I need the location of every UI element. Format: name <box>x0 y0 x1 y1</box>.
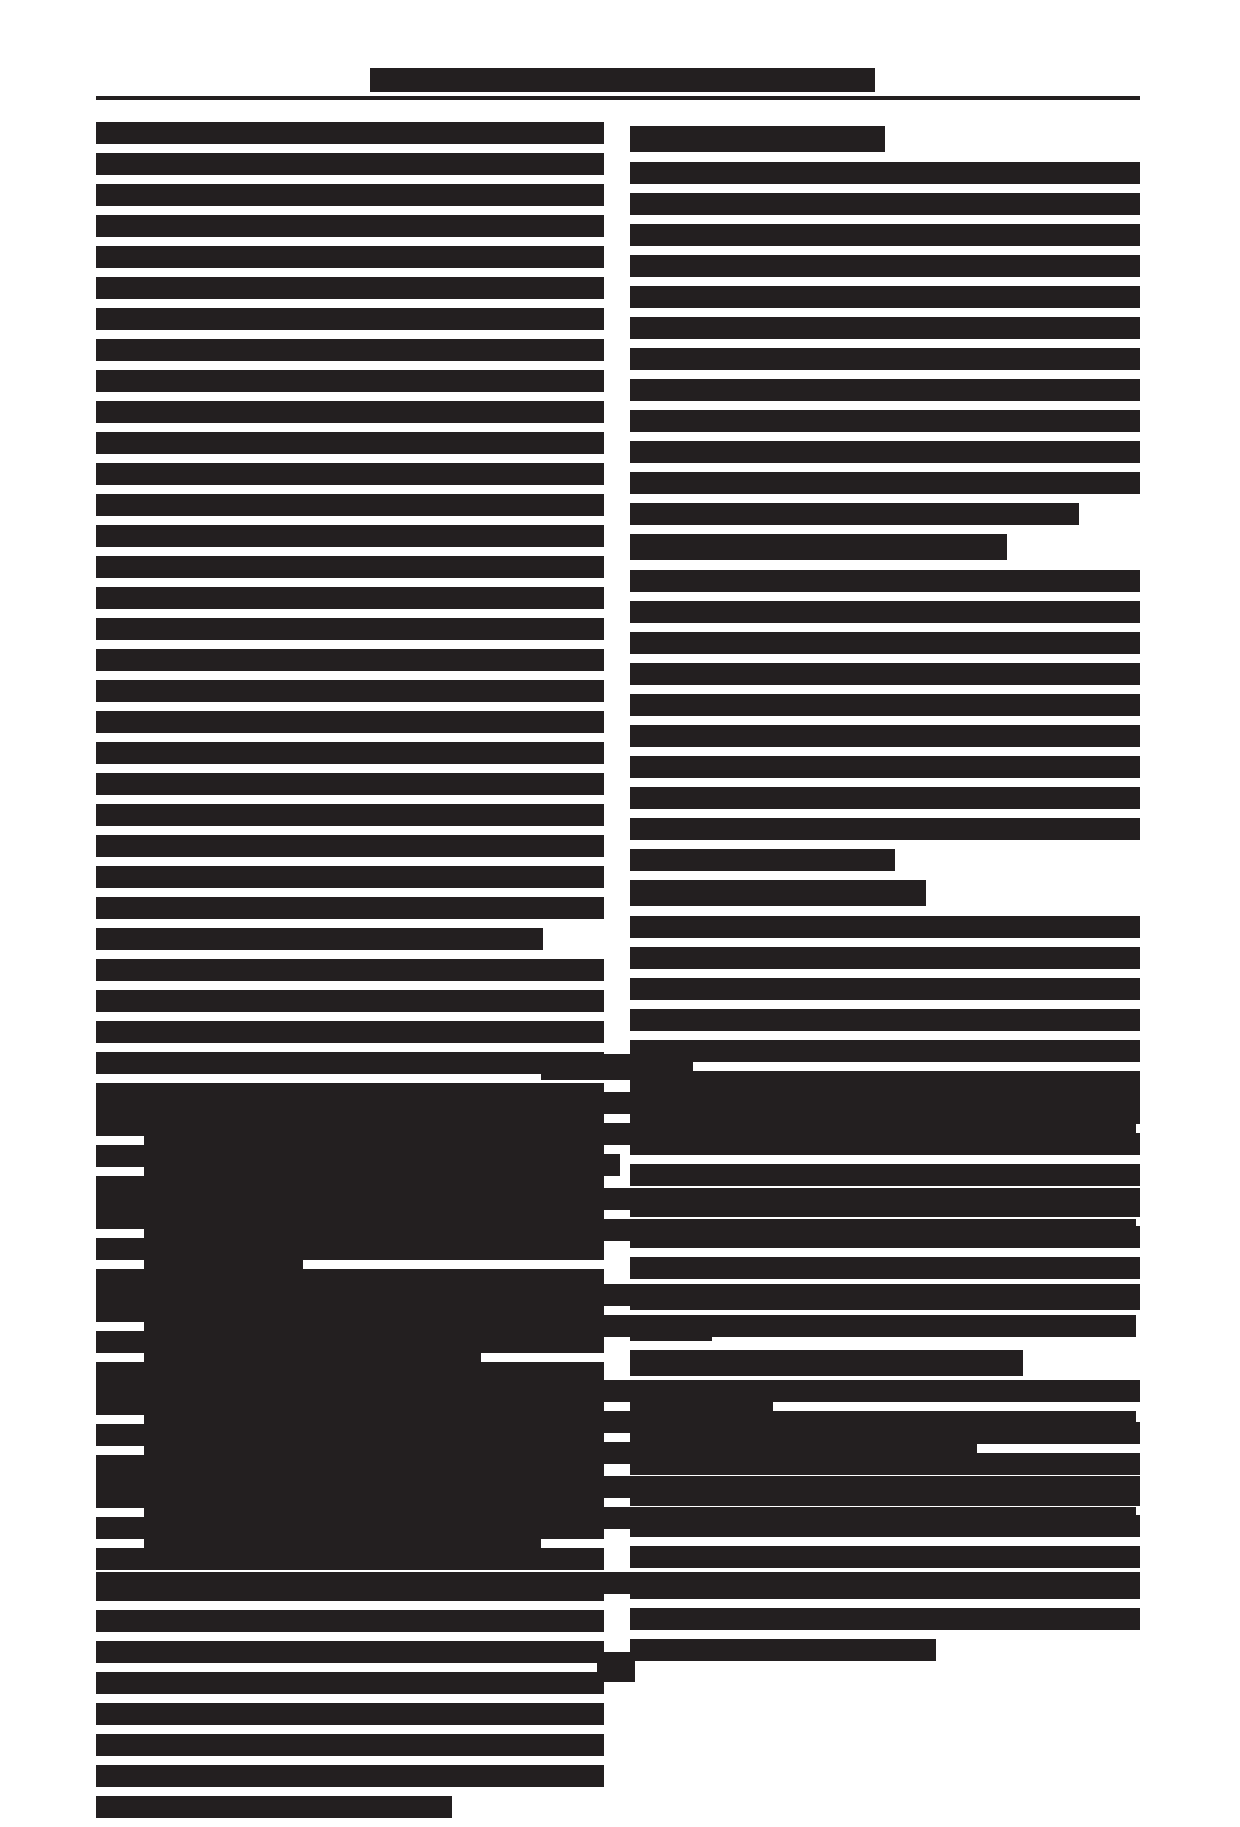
redacted-text-line <box>96 1052 604 1074</box>
redacted-text-line <box>96 1476 1140 1498</box>
redacted-text-line <box>630 849 895 871</box>
redacted-text-line <box>96 1703 604 1725</box>
redacted-text-line <box>630 916 1140 938</box>
redacted-text-line <box>96 339 604 361</box>
redacted-text-line <box>96 463 604 485</box>
redacted-text-line <box>96 866 604 888</box>
redacted-text-line <box>144 1250 303 1272</box>
redacted-text-line <box>630 570 1140 592</box>
redacted-text-line <box>96 432 604 454</box>
redacted-text-line <box>96 184 604 206</box>
redacted-text-line <box>630 787 1140 809</box>
redacted-text-line <box>96 556 604 578</box>
redacted-text-line <box>96 308 604 330</box>
redacted-text-line <box>630 162 1140 184</box>
redacted-text-line <box>144 1538 541 1560</box>
redacted-text-line <box>144 1507 1136 1529</box>
redacted-text-line <box>96 1641 604 1663</box>
redacted-text-line <box>630 379 1140 401</box>
redacted-text-line <box>96 122 604 144</box>
redacted-text-line <box>96 959 604 981</box>
reference-entry <box>96 1092 1140 1176</box>
redacted-text-line <box>96 587 604 609</box>
redacted-text-line <box>630 1639 936 1661</box>
section-heading-redacted <box>630 126 885 152</box>
reference-entry <box>96 1284 1140 1368</box>
redacted-text-line <box>630 193 1140 215</box>
redacted-text-line <box>96 928 543 950</box>
redacted-text-line <box>144 1123 1136 1145</box>
redacted-text-line <box>96 215 604 237</box>
redacted-text-line <box>96 1765 604 1787</box>
redacted-text-line <box>144 1154 620 1176</box>
redacted-text-line <box>96 897 604 919</box>
redacted-text-line <box>96 773 604 795</box>
redacted-text-line <box>96 153 604 175</box>
redacted-text-line <box>96 246 604 268</box>
paragraph <box>96 122 604 950</box>
redacted-text-line <box>630 472 1140 494</box>
redacted-text-line <box>96 1734 604 1756</box>
redacted-text-line <box>630 725 1140 747</box>
redacted-text-line <box>96 742 604 764</box>
redacted-text-line <box>96 401 604 423</box>
reference-entry <box>96 1188 1140 1272</box>
redacted-text-line <box>96 1796 452 1818</box>
redacted-text-line <box>630 503 1079 525</box>
redacted-text-line <box>630 410 1140 432</box>
redacted-text-line <box>630 1071 1140 1093</box>
redacted-text-line <box>630 1009 1140 1031</box>
redacted-text-line <box>630 255 1140 277</box>
redacted-text-line <box>96 370 604 392</box>
redacted-text-line <box>630 1040 1140 1062</box>
redacted-text-line <box>96 1572 1140 1594</box>
redacted-text-line <box>144 1442 977 1464</box>
redacted-text-line <box>96 680 604 702</box>
page-number-redacted <box>597 1652 635 1682</box>
redacted-text-line <box>630 601 1140 623</box>
redacted-text-line <box>144 1346 481 1368</box>
redacted-text-line <box>96 1188 1140 1210</box>
section-heading-redacted <box>630 880 926 906</box>
redacted-text-line <box>144 1411 1136 1433</box>
reference-entry <box>96 1476 1140 1560</box>
reference-entry <box>96 1572 1140 1594</box>
redacted-text-line <box>144 1315 1136 1337</box>
references-heading-redacted <box>541 1054 693 1080</box>
redacted-text-line <box>96 1021 604 1043</box>
redacted-text-line <box>630 818 1140 840</box>
redacted-text-line <box>630 694 1140 716</box>
redacted-text-line <box>630 756 1140 778</box>
redacted-text-line <box>96 1672 604 1694</box>
redacted-text-line <box>96 804 604 826</box>
section-heading-redacted <box>630 534 1007 560</box>
redacted-text-line <box>630 348 1140 370</box>
redacted-text-line <box>630 663 1140 685</box>
redacted-text-line <box>96 835 604 857</box>
redacted-text-line <box>96 1380 1140 1402</box>
redacted-text-line <box>96 494 604 516</box>
redacted-text-line <box>630 978 1140 1000</box>
redacted-text-line <box>630 441 1140 463</box>
redacted-text-line <box>630 317 1140 339</box>
redacted-text-line <box>96 649 604 671</box>
header-rule <box>96 96 1140 100</box>
redacted-text-line <box>96 1284 1140 1306</box>
redacted-text-line <box>630 224 1140 246</box>
redacted-text-line <box>630 947 1140 969</box>
redacted-text-line <box>96 525 604 547</box>
redacted-text-line <box>630 286 1140 308</box>
redacted-text-line <box>144 1219 1136 1241</box>
reference-entry <box>96 1380 1140 1464</box>
redacted-text-line <box>630 632 1140 654</box>
redacted-text-line <box>630 1608 1140 1630</box>
redacted-text-line <box>96 990 604 1012</box>
redacted-text-line <box>96 277 604 299</box>
reference-list <box>96 1092 1140 1606</box>
redacted-text-line <box>96 618 604 640</box>
running-header-redacted <box>370 68 875 92</box>
redacted-text-line <box>96 1092 1140 1114</box>
redacted-text-line <box>96 1610 604 1632</box>
redacted-text-line <box>96 711 604 733</box>
